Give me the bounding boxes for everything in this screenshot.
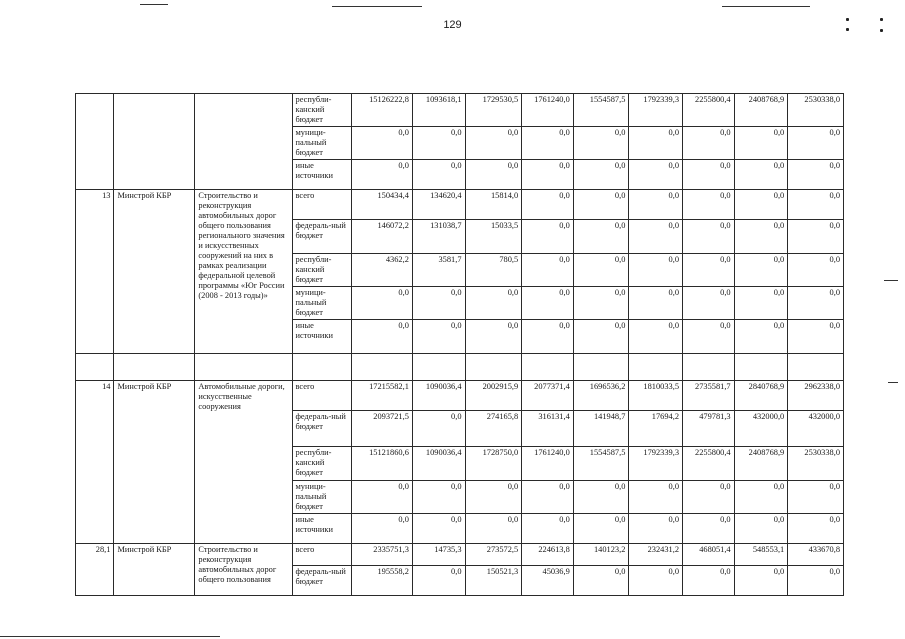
amount-cell: 0,0 xyxy=(465,160,522,190)
scan-artifact-line xyxy=(884,280,898,281)
amount-cell: 548553,1 xyxy=(734,544,788,566)
amount-cell: 2255800,4 xyxy=(683,94,735,127)
amount-cell: 1696536,2 xyxy=(573,381,629,411)
scan-artifact-line xyxy=(0,636,220,637)
funding-source-cell: иные источники xyxy=(292,160,352,190)
amount-cell: 134620,4 xyxy=(412,190,465,220)
amount-cell: 2335751,3 xyxy=(352,544,413,566)
funding-source-cell: федераль-ный бюджет xyxy=(292,566,352,596)
amount-cell: 0,0 xyxy=(352,320,413,354)
amount-cell: 0,0 xyxy=(629,160,683,190)
funding-source-cell: республи-канский бюджет xyxy=(292,447,352,481)
amount-cell: 15126222,8 xyxy=(352,94,413,127)
amount-cell: 0,0 xyxy=(734,127,788,160)
amount-cell: 0,0 xyxy=(573,566,629,596)
amount-cell: 232431,2 xyxy=(629,544,683,566)
amount-cell: 273572,5 xyxy=(465,544,522,566)
scan-artifact-dot xyxy=(846,18,849,21)
amount-cell: 0,0 xyxy=(683,481,735,514)
amount-cell: 0,0 xyxy=(629,190,683,220)
amount-cell: 0,0 xyxy=(734,514,788,544)
amount-cell: 0,0 xyxy=(465,320,522,354)
amount-cell: 0,0 xyxy=(573,254,629,287)
spacer-cell xyxy=(629,354,683,381)
table-row xyxy=(76,94,844,127)
amount-cell: 0,0 xyxy=(412,320,465,354)
amount-cell: 0,0 xyxy=(412,160,465,190)
amount-cell: 0,0 xyxy=(412,481,465,514)
amount-cell: 0,0 xyxy=(629,320,683,354)
scan-artifact-dot xyxy=(880,18,883,21)
amount-cell: 0,0 xyxy=(734,481,788,514)
amount-cell: 0,0 xyxy=(522,127,574,160)
ministry-cell: Минстрой КБР xyxy=(114,190,195,354)
spacer-cell xyxy=(292,354,352,381)
row-number-cell xyxy=(76,94,114,190)
amount-cell: 1792339,3 xyxy=(629,447,683,481)
amount-cell: 0,0 xyxy=(629,514,683,544)
scan-artifact-line xyxy=(332,6,422,7)
amount-cell: 0,0 xyxy=(683,220,735,254)
amount-cell: 0,0 xyxy=(522,287,574,320)
amount-cell: 1761240,0 xyxy=(522,447,574,481)
amount-cell: 150434,4 xyxy=(352,190,413,220)
amount-cell: 0,0 xyxy=(788,320,844,354)
funding-table xyxy=(75,93,844,596)
ministry-cell: Минстрой КБР xyxy=(114,544,195,596)
amount-cell: 0,0 xyxy=(522,160,574,190)
amount-cell: 0,0 xyxy=(788,254,844,287)
amount-cell: 0,0 xyxy=(629,254,683,287)
amount-cell: 2840768,9 xyxy=(734,381,788,411)
amount-cell: 0,0 xyxy=(522,514,574,544)
amount-cell: 1554587,5 xyxy=(573,447,629,481)
amount-cell: 0,0 xyxy=(522,254,574,287)
row-number-cell: 28,1 xyxy=(76,544,114,596)
amount-cell: 0,0 xyxy=(734,190,788,220)
amount-cell: 780,5 xyxy=(465,254,522,287)
amount-cell: 0,0 xyxy=(683,254,735,287)
amount-cell: 1761240,0 xyxy=(522,94,574,127)
amount-cell: 0,0 xyxy=(573,190,629,220)
amount-cell: 0,0 xyxy=(683,320,735,354)
amount-cell: 141948,7 xyxy=(573,411,629,447)
amount-cell: 0,0 xyxy=(788,566,844,596)
amount-cell: 0,0 xyxy=(573,127,629,160)
amount-cell: 0,0 xyxy=(465,287,522,320)
spacer-cell xyxy=(573,354,629,381)
description-cell: Автомобильные дороги, искусственные сооружения xyxy=(195,381,292,544)
amount-cell: 140123,2 xyxy=(573,544,629,566)
amount-cell: 0,0 xyxy=(465,127,522,160)
description-cell: Строительство и реконструкция автомобильных дорог общего пользования регионального значения и искусственных сооружений на них в рамках реализации федеральной целевой программы «Юг России (2008 - 2013 годы)» xyxy=(195,190,292,354)
amount-cell: 0,0 xyxy=(573,220,629,254)
amount-cell: 432000,0 xyxy=(788,411,844,447)
amount-cell: 274165,8 xyxy=(465,411,522,447)
table-row xyxy=(76,544,844,566)
amount-cell: 1090036,4 xyxy=(412,381,465,411)
amount-cell: 0,0 xyxy=(573,320,629,354)
amount-cell: 2408768,9 xyxy=(734,447,788,481)
funding-source-cell: всего xyxy=(292,381,352,411)
amount-cell: 468051,4 xyxy=(683,544,735,566)
amount-cell: 0,0 xyxy=(522,220,574,254)
amount-cell: 1554587,5 xyxy=(573,94,629,127)
spacer-cell xyxy=(683,354,735,381)
amount-cell: 0,0 xyxy=(788,190,844,220)
spacer-cell xyxy=(412,354,465,381)
amount-cell: 0,0 xyxy=(788,287,844,320)
amount-cell: 2962338,0 xyxy=(788,381,844,411)
amount-cell: 0,0 xyxy=(465,514,522,544)
amount-cell: 0,0 xyxy=(683,287,735,320)
amount-cell: 0,0 xyxy=(352,160,413,190)
amount-cell: 433670,8 xyxy=(788,544,844,566)
amount-cell: 150521,3 xyxy=(465,566,522,596)
page-number: 129 xyxy=(443,19,462,31)
funding-source-cell: иные источники xyxy=(292,514,352,544)
amount-cell: 0,0 xyxy=(788,514,844,544)
amount-cell: 2408768,9 xyxy=(734,94,788,127)
amount-cell: 2530338,0 xyxy=(788,447,844,481)
amount-cell: 0,0 xyxy=(734,287,788,320)
amount-cell: 0,0 xyxy=(734,320,788,354)
amount-cell: 0,0 xyxy=(683,514,735,544)
amount-cell: 1810033,5 xyxy=(629,381,683,411)
amount-cell: 2255800,4 xyxy=(683,447,735,481)
amount-cell: 0,0 xyxy=(683,127,735,160)
amount-cell: 17694,2 xyxy=(629,411,683,447)
funding-source-cell: республи-канский бюджет xyxy=(292,254,352,287)
amount-cell: 2530338,0 xyxy=(788,94,844,127)
spacer-cell xyxy=(114,354,195,381)
amount-cell: 0,0 xyxy=(352,287,413,320)
amount-cell: 316131,4 xyxy=(522,411,574,447)
row-number-cell: 13 xyxy=(76,190,114,354)
amount-cell: 2735581,7 xyxy=(683,381,735,411)
spacer-cell xyxy=(734,354,788,381)
amount-cell: 2093721,5 xyxy=(352,411,413,447)
amount-cell: 479781,3 xyxy=(683,411,735,447)
funding-source-cell: всего xyxy=(292,190,352,220)
amount-cell: 1090036,4 xyxy=(412,447,465,481)
amount-cell: 224613,8 xyxy=(522,544,574,566)
amount-cell: 0,0 xyxy=(352,481,413,514)
amount-cell: 3581,7 xyxy=(412,254,465,287)
scan-artifact-line xyxy=(888,382,898,383)
amount-cell: 0,0 xyxy=(734,220,788,254)
amount-cell: 2077371,4 xyxy=(522,381,574,411)
amount-cell: 17215582,1 xyxy=(352,381,413,411)
funding-source-cell: муници-пальный бюджет xyxy=(292,127,352,160)
table-row xyxy=(76,381,844,411)
amount-cell: 0,0 xyxy=(573,287,629,320)
spacer-cell xyxy=(465,354,522,381)
description-cell xyxy=(195,94,292,190)
amount-cell: 1792339,3 xyxy=(629,94,683,127)
amount-cell: 0,0 xyxy=(629,287,683,320)
amount-cell: 0,0 xyxy=(629,127,683,160)
scan-artifact-dot xyxy=(846,28,849,31)
scan-artifact-dot xyxy=(880,29,883,32)
amount-cell: 432000,0 xyxy=(734,411,788,447)
spacer-cell xyxy=(76,354,114,381)
description-cell: Строительство и реконструкция автомобильных дорог общего пользования xyxy=(195,544,292,596)
amount-cell: 195558,2 xyxy=(352,566,413,596)
amount-cell: 0,0 xyxy=(788,160,844,190)
amount-cell: 0,0 xyxy=(522,190,574,220)
ministry-cell xyxy=(114,94,195,190)
amount-cell: 0,0 xyxy=(788,481,844,514)
amount-cell: 0,0 xyxy=(629,566,683,596)
ministry-cell: Минстрой КБР xyxy=(114,381,195,544)
amount-cell: 0,0 xyxy=(465,481,522,514)
amount-cell: 0,0 xyxy=(412,287,465,320)
amount-cell: 0,0 xyxy=(788,220,844,254)
scan-artifact-line xyxy=(722,6,810,7)
amount-cell: 15121860,6 xyxy=(352,447,413,481)
amount-cell: 15814,0 xyxy=(465,190,522,220)
funding-source-cell: республи-канский бюджет xyxy=(292,94,352,127)
spacer-row xyxy=(76,354,844,381)
amount-cell: 1093618,1 xyxy=(412,94,465,127)
spacer-cell xyxy=(195,354,292,381)
amount-cell: 0,0 xyxy=(352,127,413,160)
amount-cell: 0,0 xyxy=(734,254,788,287)
amount-cell: 15033,5 xyxy=(465,220,522,254)
amount-cell: 14735,3 xyxy=(412,544,465,566)
amount-cell: 0,0 xyxy=(788,127,844,160)
amount-cell: 0,0 xyxy=(412,411,465,447)
funding-source-cell: федераль-ный бюджет xyxy=(292,220,352,254)
amount-cell: 0,0 xyxy=(522,481,574,514)
funding-source-cell: иные источники xyxy=(292,320,352,354)
scan-artifact-line xyxy=(140,4,168,5)
spacer-cell xyxy=(522,354,574,381)
spacer-cell xyxy=(352,354,413,381)
amount-cell: 0,0 xyxy=(573,481,629,514)
amount-cell: 0,0 xyxy=(629,220,683,254)
amount-cell: 1729530,5 xyxy=(465,94,522,127)
spacer-cell xyxy=(788,354,844,381)
amount-cell: 0,0 xyxy=(683,160,735,190)
amount-cell: 131038,7 xyxy=(412,220,465,254)
amount-cell: 0,0 xyxy=(683,190,735,220)
funding-source-cell: всего xyxy=(292,544,352,566)
amount-cell: 0,0 xyxy=(412,127,465,160)
funding-source-cell: муници-пальный бюджет xyxy=(292,287,352,320)
amount-cell: 0,0 xyxy=(573,160,629,190)
funding-source-cell: федераль-ный бюджет xyxy=(292,411,352,447)
amount-cell: 0,0 xyxy=(629,481,683,514)
amount-cell: 146072,2 xyxy=(352,220,413,254)
amount-cell: 0,0 xyxy=(412,514,465,544)
amount-cell: 0,0 xyxy=(734,160,788,190)
table-row xyxy=(76,190,844,220)
amount-cell: 0,0 xyxy=(573,514,629,544)
amount-cell: 0,0 xyxy=(522,320,574,354)
amount-cell: 45036,9 xyxy=(522,566,574,596)
amount-cell: 0,0 xyxy=(352,514,413,544)
amount-cell: 0,0 xyxy=(412,566,465,596)
row-number-cell: 14 xyxy=(76,381,114,544)
funding-source-cell: муници-пальный бюджет xyxy=(292,481,352,514)
amount-cell: 0,0 xyxy=(734,566,788,596)
amount-cell: 2002915,9 xyxy=(465,381,522,411)
amount-cell: 0,0 xyxy=(683,566,735,596)
amount-cell: 1728750,0 xyxy=(465,447,522,481)
amount-cell: 4362,2 xyxy=(352,254,413,287)
